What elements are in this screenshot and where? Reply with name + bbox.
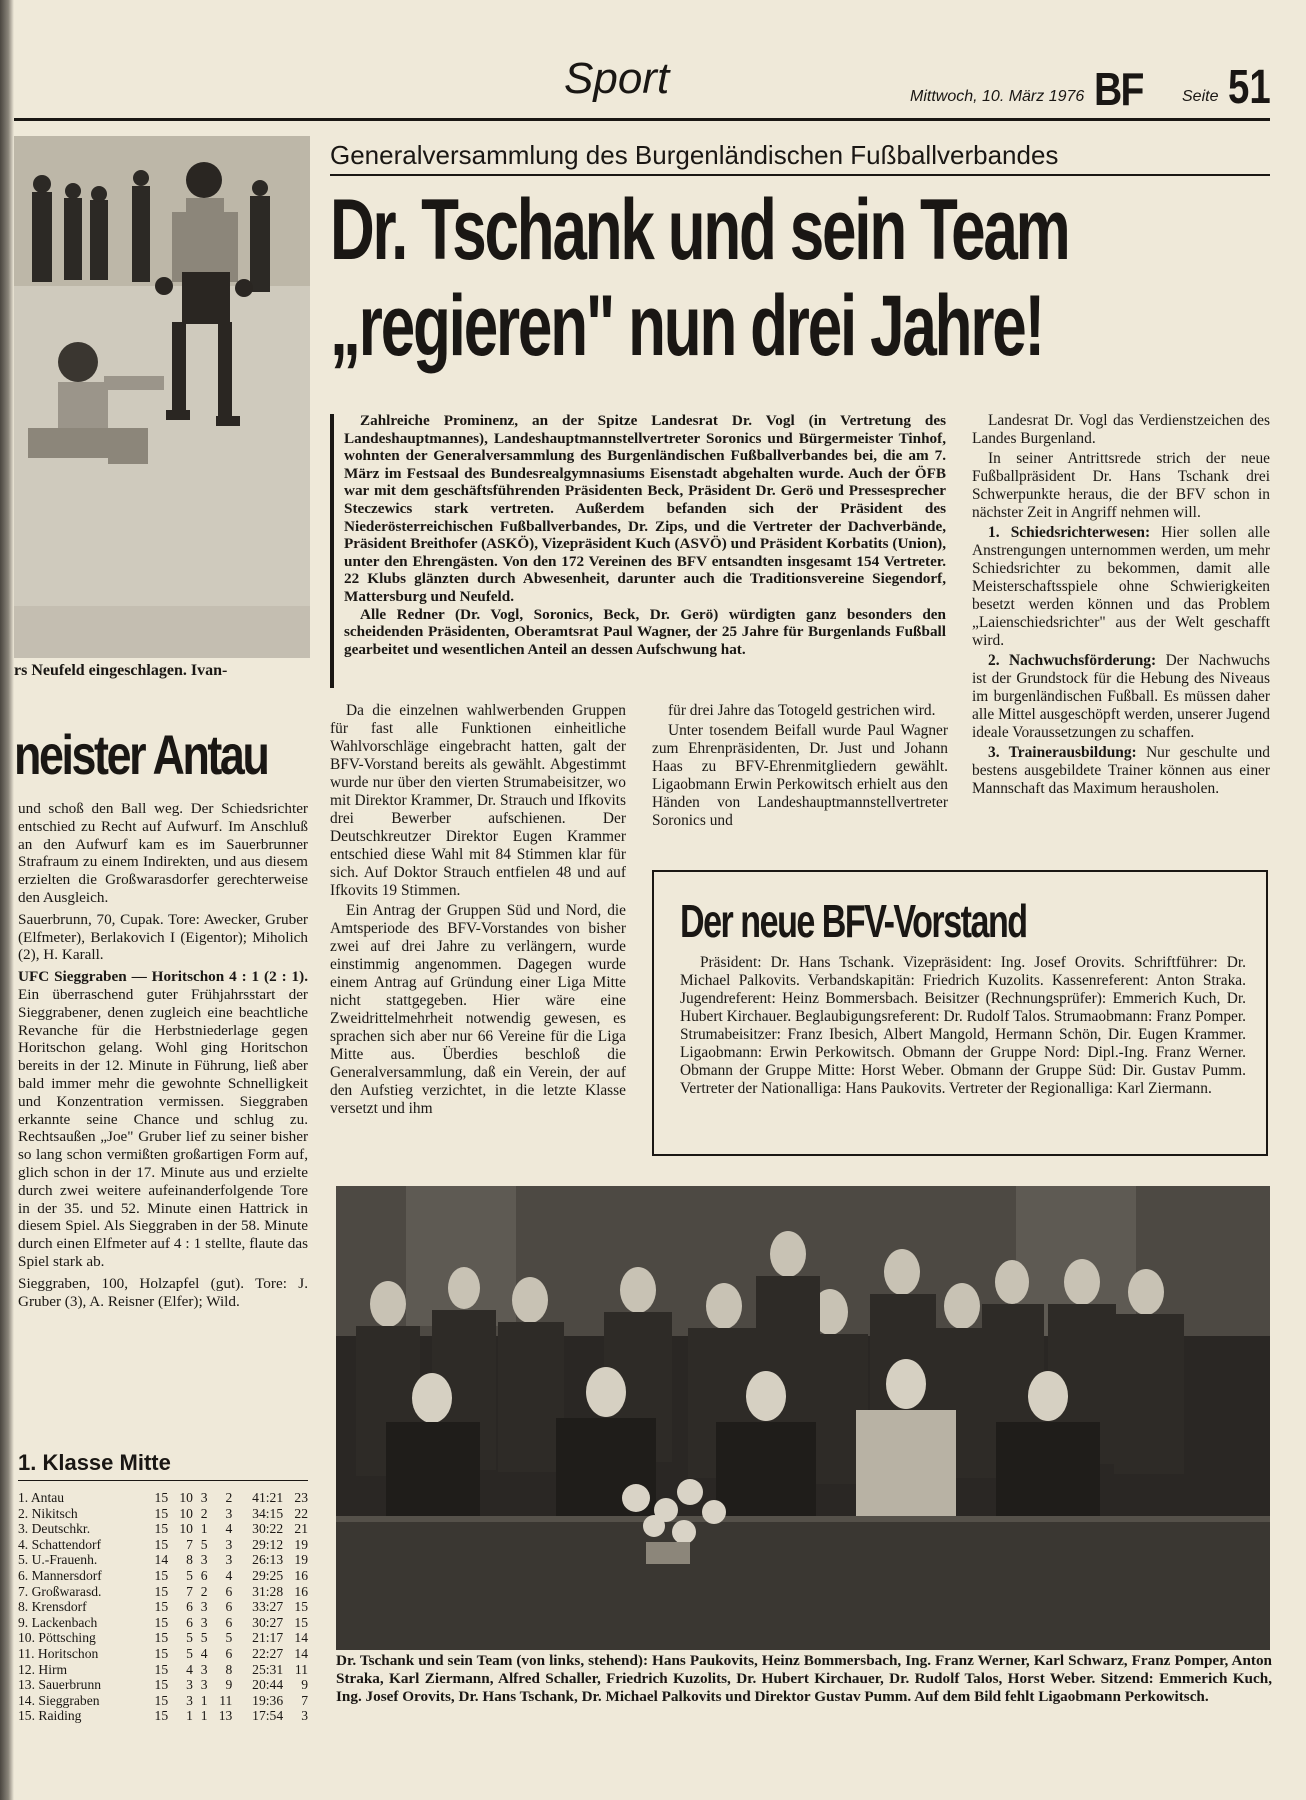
stat-cell: 31:28 (252, 1583, 284, 1599)
stat-cell: 17:54 (252, 1708, 284, 1724)
stat-cell: 19:36 (252, 1692, 284, 1708)
stat-cell: 20:44 (252, 1677, 284, 1693)
stat-cell: 23 (294, 1490, 308, 1505)
stat-cell: 22 (294, 1505, 308, 1521)
point-3 (972, 744, 1270, 798)
headline-line-1: Dr. Tschank und sein Team (330, 182, 1069, 278)
left-article (18, 800, 308, 1314)
stat-cell: 3 (200, 1490, 208, 1505)
team-name-cell: 13. Sauerbrunn (18, 1677, 102, 1693)
stat-cell: 3 (200, 1552, 208, 1568)
stat-cell: 16 (294, 1567, 308, 1583)
point-label: 1. Schiedsrichterwesen: (988, 524, 1151, 541)
headline-line-2: „regieren" nun drei Jahre! (330, 278, 1044, 374)
match-lineup: Sieggraben, 100, Holzapfel (gut). Tore: J. Gruber (3), A. Reisner (Elfer); Wild. (18, 1274, 308, 1310)
header-rule (14, 118, 1270, 121)
lead-paragraph: Zahlreiche Prominenz, an der Spitze Landesrat Dr. Vogl (in Vertretung des Landeshauptmannes), Landeshauptmannstellvertreter Soronics und Bürgermeister Tinhof, wohnten der Generalversammlung des Burgenländischen Fußballverbandes bei, die am 7. März im Festsaal des Bundesrealgymnasiums Eisenstadt abgehalten wurde. Auch der ÖFB war mit dem geschäftsführenden Präsidenten Beck, Präsident Dr. Gerö und Pressesprecher Steczewics stark vertreten. Außerdem befanden sich der Präsident des Niederösterreichischen Fußballverbandes, Dr. Zips, und die Vertreter der Dachverbände, Präsident Breithofer (ASKÖ), Vizepräsident Kuch (ASVÖ) und Präsident Korbatits (Union), unter den Ehrengästen. Von den 172 Vereinen des BFV entsandten insgesamt 154 Vertreter. 22 Klubs glänzten durch Abwesenheit, darunter auch die Traditionsvereine Siegendorf, Mattersburg und Neufeld. (344, 412, 946, 605)
stat-cell: 21:17 (252, 1630, 284, 1646)
table-row (18, 1521, 308, 1537)
team-name-cell: 9. Lackenbach (18, 1614, 98, 1630)
lead-bar (330, 414, 334, 688)
stat-cell: 1 (200, 1692, 208, 1708)
stat-cell: 3 (186, 1692, 193, 1708)
stat-cell: 15 (294, 1599, 308, 1615)
stat-cell: 5 (186, 1567, 193, 1583)
football-match-photo (14, 136, 310, 658)
stat-cell: 11 (219, 1692, 233, 1708)
stat-cell: 29:12 (252, 1536, 284, 1552)
paragraph: und schoß den Ball weg. Der Schiedsrichter entschied zu Recht auf Aufwurf. Im Anschluß an den Aufwurf kam es im Sauerbrunner Strafraum zu einem Indirekten, und aus diesem erzielten die Großwarasdorfer gerechterweise den Ausgleich. (18, 800, 308, 906)
stat-cell: 14 (294, 1645, 308, 1661)
stat-cell: 5 (186, 1645, 193, 1661)
stat-cell: 15 (154, 1490, 169, 1505)
stat-cell: 15 (154, 1583, 169, 1599)
stat-cell: 2 (200, 1583, 208, 1599)
point-2 (972, 652, 1270, 742)
article-headline (330, 182, 1270, 374)
stat-cell: 14 (154, 1552, 169, 1568)
stat-cell: 2 (225, 1490, 233, 1505)
kicker-rule (330, 174, 1270, 176)
stat-cell: 3 (301, 1708, 308, 1724)
stat-cell: 14 (294, 1630, 308, 1646)
team-name-cell: 12. Hirm (18, 1661, 68, 1677)
stat-cell: 7 (301, 1692, 308, 1708)
stat-cell: 3 (200, 1614, 208, 1630)
stat-cell: 22:27 (252, 1645, 284, 1661)
stat-cell: 3 (225, 1505, 233, 1521)
stat-cell: 3 (186, 1677, 193, 1693)
stat-cell: 6 (186, 1614, 193, 1630)
table-row (18, 1552, 308, 1568)
stat-cell: 33:27 (252, 1599, 284, 1615)
stat-cell: 3 (200, 1661, 208, 1677)
stat-cell: 16 (294, 1583, 308, 1599)
team-group-photo (336, 1186, 1270, 1650)
stat-cell: 15 (154, 1677, 169, 1693)
point-label: 3. Trainerausbildung: (988, 744, 1137, 761)
stat-cell: 4 (225, 1521, 233, 1537)
page-number: 51 (1228, 61, 1271, 114)
stat-cell: 15 (154, 1599, 169, 1615)
stat-cell: 10 (179, 1505, 193, 1521)
stat-cell: 15 (154, 1645, 169, 1661)
team-name-cell: 11. Horitschon (18, 1645, 99, 1661)
board-box-text: Präsident: Dr. Hans Tschank. Vizepräsident: Ing. Josef Orovits. Schriftführer: Dr. Michael Palkovits. Verbandskapitän: Friedrich Kuzolits. Kassenreferent: Anton Straka. Jugendreferent: Heinz Bommersbach. Beisitzer (Rechnungsprüfer): Emmerich Kuch, Dr. Hubert Kirchauer. Beglaubigungsreferent: Dr. Rudolf Talos. Strumaobmann: Franz Pomper. Strumabeisitzer: Franz Ibesich, Albert Mangold, Hermann Schön, Dir. Eugen Krammer. Ligaobmann: Erwin Perkowitsch. Obmann der Gruppe Nord: Dipl.-Ing. Franz Werner. Obmann der Gruppe Mitte: Horst Weber. Obmann der Gruppe Süd: Dir. Gustav Pumm. Vertreter der Nationalliga: Hans Paukovits. Vertreter der Regionalliga: Karl Ziermann. (680, 954, 1246, 1097)
article-lead (344, 412, 946, 658)
page-label: Seite (1182, 88, 1219, 105)
stat-cell: 6 (225, 1645, 233, 1661)
stat-cell: 8 (225, 1661, 233, 1677)
stat-cell: 15 (154, 1614, 169, 1630)
standings-title: 1. Klasse Mitte (18, 1450, 171, 1475)
team-name-cell: 6. Mannersdorf (18, 1567, 102, 1583)
point-text: Hier sollen alle Anstrengungen unternommen werden, um mehr Schiedsrichter zu bekommen, damit alle Meisterschaftsspiele ohne Schwierigkeiten besetzt werden können und das Problem „Laienschiedsrichter" aus der Welt geschafft wird. (972, 524, 1270, 649)
stat-cell: 5 (200, 1630, 208, 1646)
point-text: Nur geschulte und bestens ausgebildete Trainer können aus einer Mannschaft das Maximum herausholen. (972, 744, 1270, 797)
match-title: UFC Sieggraben — Horitschon 4 : 1 (2 : 1). (18, 968, 308, 986)
paragraph: In seiner Antrittsrede strich der neue Fußballpräsident Dr. Hans Tschank drei Schwerpunkte heraus, die der BFV schon in nächster Zeit in Angriff nehmen will. (972, 450, 1270, 521)
standings-rule (18, 1480, 308, 1481)
stat-cell: 7 (186, 1583, 193, 1599)
stat-cell: 4 (186, 1661, 193, 1677)
article-column-3 (972, 412, 1270, 800)
table-row (18, 1537, 308, 1553)
team-name-cell: 4. Schattendorf (18, 1536, 102, 1552)
paragraph: Unter tosendem Beifall wurde Paul Wagner zum Ehrenpräsidenten, Dr. Just und Johann Haas zu BFV-Ehrenmitgliedern gewählt. Ligaobmann Erwin Perkowitsch erhielt aus den Händen von Landeshauptmannstellvertreter Soronics und (652, 722, 948, 829)
match-report (18, 968, 308, 1271)
photo-caption: rs Neufeld eingeschlagen. Ivan- (14, 662, 228, 679)
stat-cell: 15 (154, 1708, 169, 1724)
stat-cell: 30:27 (252, 1614, 284, 1630)
stat-cell: 6 (200, 1567, 208, 1583)
stat-cell: 6 (225, 1614, 233, 1630)
paragraph: Da die einzelnen wahlwerbenden Gruppen für fast alle Funktionen einheitliche Wahlvorschläge eingebracht hatten, galt der BFV-Vorstand bereits als gewählt. Abgestimmt wurde nur über den vierten Strumabeisitzer, wo mit Direktor Krammer, Dr. Strauch und Ifkovits drei Bewerber aufschienen. Der Deutschkreutzer Direktor Eugen Krammer entschied diese Wahl mit 84 Stimmen klar für sich. Auf Doktor Strauch entfielen 48 und auf Ifkovits 19 Stimmen. (330, 702, 626, 899)
stat-cell: 9 (301, 1677, 308, 1693)
stat-cell: 29:25 (252, 1567, 284, 1583)
stat-cell: 3 (225, 1552, 233, 1568)
paragraph: für drei Jahre das Totogeld gestrichen wird. (668, 702, 936, 719)
stat-cell: 15 (154, 1567, 169, 1583)
team-name-cell: 5. U.-Frauenh. (18, 1552, 98, 1568)
table-row (18, 1662, 308, 1678)
table-row (18, 1693, 308, 1709)
stat-cell: 21 (294, 1521, 308, 1537)
stat-cell: 15 (154, 1505, 169, 1521)
team-name-cell: 8. Krensdorf (18, 1599, 87, 1615)
stat-cell: 3 (225, 1536, 233, 1552)
team-name-cell: 3. Deutschkr. (18, 1521, 91, 1537)
team-name-cell: 1. Antau (18, 1490, 65, 1505)
issue-date: Mittwoch, 10. März 1976 (910, 88, 1085, 105)
article-column-1 (330, 702, 626, 1120)
stat-cell: 10 (179, 1490, 193, 1505)
stat-cell: 41:21 (252, 1490, 284, 1505)
stat-cell: 15 (154, 1661, 169, 1677)
stat-cell: 15 (154, 1536, 169, 1552)
table-row (18, 1615, 308, 1631)
group-photo-caption: Dr. Tschank und sein Team (von links, stehend): Hans Paukovits, Heinz Bommersbach, Ing. Franz Werner, Karl Schwarz, Franz Pomper, Anton Straka, Karl Ziermann, Alfred Schaller, Friedrich Kuzolits, Dr. Hubert Kirchauer, Dr. Rudolf Talos, Horst Weber. Sitzend: Emmerich Kuch, Ing. Josef Orovits, Dr. Hans Tschank, Dr. Michael Palkovits und Direktor Gustav Pumm. Auf dem Bild fehlt Ligaobmann Perkowitsch. (336, 1652, 1272, 1705)
table-row (18, 1490, 308, 1506)
board-box (652, 870, 1268, 1156)
stat-cell: 6 (186, 1599, 193, 1615)
paragraph: Ein Antrag der Gruppen Süd und Nord, die Amtsperiode des BFV-Vorstandes von bisher zwei auf drei Jahre zu verlängern, wurde einstimmig angenommen. Dagegen wurde einem Antrag auf Gründung einer Liga Mitte nicht stattgegeben. Hier wäre eine Zweidrittelmehrheit notwendig gewesen, es sprachen sich aber nur 66 Vereine für die Liga Mitte aus. Überdies beschloß die Generalversammlung, daß ein Verein, der auf den Aufstieg verzichtet, in die letzte Klasse versetzt und ihm (330, 902, 626, 1117)
board-box-title: Der neue BFV-Vorstand (680, 895, 1027, 947)
stat-cell: 4 (225, 1567, 233, 1583)
stat-cell: 6 (225, 1583, 233, 1599)
page-fold-shadow (0, 0, 14, 1800)
table-row (18, 1568, 308, 1584)
stat-cell: 3 (200, 1599, 208, 1615)
stat-cell: 6 (225, 1599, 233, 1615)
stat-cell: 4 (200, 1645, 208, 1661)
point-1 (972, 524, 1270, 650)
stat-cell: 2 (200, 1505, 208, 1521)
stat-cell: 34:15 (252, 1505, 284, 1521)
stat-cell: 26:13 (252, 1552, 284, 1568)
stat-cell: 15 (154, 1692, 169, 1708)
left-headline: neister Antau (14, 723, 268, 786)
team-name-cell: 2. Nikitsch (18, 1505, 78, 1521)
stat-cell: 19 (294, 1552, 308, 1568)
point-label: 2. Nachwuchsförderung: (988, 652, 1157, 669)
newspaper-logo: BF (1094, 63, 1143, 115)
article-column-2 (652, 702, 948, 832)
standings-table (18, 1490, 308, 1724)
stat-cell: 10 (179, 1521, 193, 1537)
article-kicker: Generalversammlung des Burgenländischen Fußballverbandes (330, 140, 1059, 170)
stat-cell: 15 (294, 1614, 308, 1630)
stat-cell: 1 (186, 1708, 193, 1724)
table-row (18, 1630, 308, 1646)
stat-cell: 9 (225, 1677, 233, 1693)
stat-cell: 15 (154, 1521, 169, 1537)
team-name-cell: 7. Großwarasd. (18, 1583, 102, 1599)
stat-cell: 5 (186, 1630, 193, 1646)
table-row (18, 1708, 308, 1724)
stat-cell: 1 (200, 1708, 208, 1724)
table-row (18, 1646, 308, 1662)
stat-cell: 25:31 (252, 1661, 284, 1677)
table-row (18, 1506, 308, 1522)
match-text: Ein überraschend guter Frühjahrsstart der Sieggrabener, denen zugleich eine beachtliche Revanche für die Herbstniederlage gegen Horitschon gelang. Wohl ging Horitschon bereits in der 12. Minute in Führung, ließ aber bald immer mehr die gewohnte Schnelligkeit und Konzentration vermissen. Sieggraben erkannte seine Chance und schlug zu. Rechtsaußen „Joe" Gruber lief zu seiner bisher so lang schon vermißten großartigen Form auf, glich schon in der 17. Minute aus und erzielte durch zwei weitere aufeinanderfolgende Tore in der 35. und 52. Minute einen Hattrick in diesem Spiel. Als Sieggraben in der 58. Minute durch einen Elfmeter auf 4 : 1 stellte, flaute das Spiel stark ab. (18, 985, 308, 1270)
team-name-cell: 14. Sieggraben (18, 1692, 100, 1708)
paragraph: Landesrat Dr. Vogl das Verdienstzeichen des Landes Burgenland. (972, 412, 1270, 447)
table-row (18, 1584, 308, 1600)
team-name-cell: 15. Raiding (18, 1708, 82, 1724)
stat-cell: 15 (154, 1630, 169, 1646)
point-text: Der Nachwuchs ist der Grundstock für die Hebung des Niveaus im burgenländischen Fußball. Es müssen daher alle Mittel ausgeschöpft werden, unserer Jugend ideale Voraussetzungen zu schaffen. (972, 652, 1270, 741)
table-row (18, 1599, 308, 1615)
paragraph: Sauerbrunn, 70, Cupak. Tore: Awecker, Gruber (Elfmeter), Berlakovich I (Eigentor); Miholich (2), H. Karall. (18, 910, 308, 964)
stat-cell: 1 (200, 1521, 208, 1537)
stat-cell: 7 (186, 1536, 193, 1552)
stat-cell: 3 (200, 1677, 208, 1693)
lead-paragraph: Alle Redner (Dr. Vogl, Soronics, Beck, Dr. Gerö) würdigten ganz besonders den scheidenden Präsidenten, Oberamtsrat Paul Wagner, der 25 Jahre für Burgenlands Fußball gearbeitet und wesentlichen Anteil an dessen Aufschwung hat. (344, 605, 946, 658)
stat-cell: 30:22 (252, 1521, 284, 1537)
stat-cell: 19 (294, 1536, 308, 1552)
stat-cell: 13 (218, 1708, 233, 1724)
stat-cell: 11 (294, 1661, 308, 1677)
stat-cell: 5 (200, 1536, 208, 1552)
section-title: Sport (564, 54, 670, 103)
team-name-cell: 10. Pöttsching (18, 1630, 96, 1646)
table-row (18, 1677, 308, 1693)
stat-cell: 8 (186, 1552, 193, 1568)
stat-cell: 5 (225, 1630, 233, 1646)
